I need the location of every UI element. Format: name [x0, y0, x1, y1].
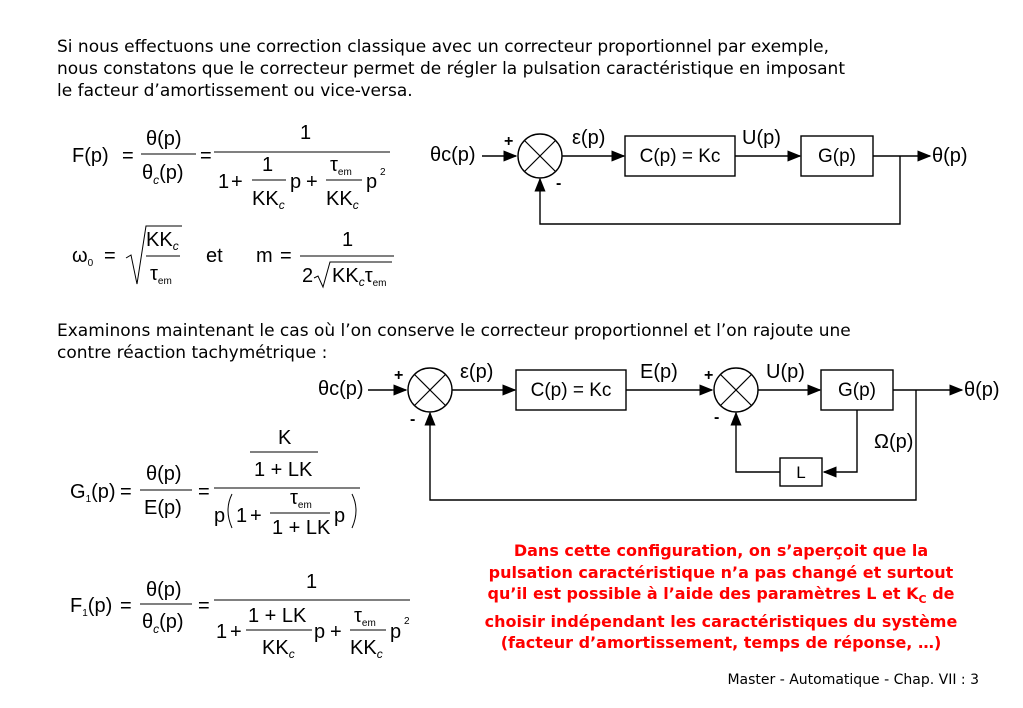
d2-omega-label: Ω(p) [874, 431, 914, 453]
middle-line-2: contre réaction tachymétrique : [57, 343, 328, 363]
conclusion-line-2: pulsation caractéristique n’a pas changé et surtout [488, 562, 954, 582]
svg-text:KKc: $KK_c$ [252, 188, 285, 212]
eq-theta-num: θ(p) [146, 128, 182, 150]
svg-text:KKc: $KK_c$ [350, 637, 383, 661]
intro-line-1: Si nous effectuons une correction classique avec un correcteur proportionnel par exemple, [57, 37, 829, 57]
conclusion-line-1: Dans cette configuration, on s’aperçoit que la [513, 541, 929, 560]
svg-text:-: - [410, 411, 416, 428]
svg-text:m: m [256, 245, 273, 267]
middle-line-1: Examinons maintenant le cas où l’on conserve le correcteur proportionnel et l’on rajoute une [57, 321, 851, 341]
svg-text:2: 2 [404, 616, 410, 627]
svg-text:2: 2 [302, 265, 314, 287]
svg-text:=: = [280, 245, 292, 267]
svg-text:=: = [120, 595, 132, 617]
svg-text:p: p [366, 171, 378, 193]
d2-controller-label: C(p) = Kc [530, 380, 612, 401]
svg-text:=: = [104, 245, 116, 267]
svg-text:+: + [231, 171, 243, 193]
svg-text:=: = [200, 145, 212, 167]
svg-text:θ(p): θ(p) [146, 579, 182, 601]
svg-text:=: = [122, 145, 134, 167]
svg-text:p: p [214, 505, 226, 527]
svg-text:1: 1 [218, 171, 230, 193]
d1-controller-label: C(p) = Kc [639, 146, 721, 167]
svg-text:-: - [556, 175, 562, 192]
svg-text:θ(p): θ(p) [146, 463, 182, 485]
footer-text: Master - Automatique - Chap. VII : 3 [727, 672, 979, 688]
svg-text:p: p [290, 171, 302, 193]
d2-input-label: θc(p) [318, 378, 364, 400]
conclusion-line-3: qu’il est possible à l’aide des paramètres L et $K_C$ de [487, 584, 955, 607]
svg-text:+: + [704, 367, 714, 384]
svg-text:p: p [390, 621, 402, 643]
eq-F-label: F(p) [72, 145, 109, 167]
svg-text:ω0: $\omega_0$ [72, 245, 94, 269]
svg-text:1: 1 [342, 229, 354, 251]
svg-text:p: p [334, 505, 346, 527]
svg-text:2: 2 [380, 167, 386, 178]
d2-u-label: U(p) [766, 361, 805, 383]
svg-text:KKc: $KK_c$ [262, 637, 295, 661]
svg-text:et: et [206, 245, 223, 267]
svg-text:+: + [394, 367, 404, 384]
d2-output-label: θ(p) [964, 379, 1000, 401]
svg-text:1: 1 [306, 571, 318, 593]
svg-text:τem: $\tau_{em}$ [150, 263, 172, 287]
svg-text:G1(p): $G_1(p)$ [70, 481, 116, 505]
svg-text:+: + [504, 133, 514, 150]
block-diagram-1 [420, 112, 1000, 234]
d1-error-label: ε(p) [572, 127, 606, 149]
d1-u-label: U(p) [742, 127, 781, 149]
conclusion-line-4: choisir indépendant les caractéristiques du système [484, 611, 958, 631]
svg-text:=: = [198, 595, 210, 617]
svg-text:1: 1 [216, 621, 228, 643]
svg-text:1 + LK: 1 + LK [272, 517, 331, 539]
svg-text:K: K [278, 427, 292, 449]
svg-text:τem: $\tau_{em}$ [330, 154, 352, 178]
svg-text:1: 1 [300, 122, 312, 144]
svg-text:1: 1 [262, 154, 274, 176]
svg-text:=: = [198, 481, 210, 503]
equation-block-2 [0, 410, 440, 670]
svg-text:KKc: $KK_c$ [326, 188, 359, 212]
svg-text:1 + LK: 1 + LK [248, 605, 307, 627]
svg-text:+: + [306, 171, 318, 193]
svg-text:+: + [250, 505, 262, 527]
d2-e-label: E(p) [640, 361, 678, 383]
d2-feedback-label: L [796, 463, 806, 482]
intro-line-3: le facteur d’amortissement ou vice-versa. [57, 81, 413, 101]
svg-text:1 + LK: 1 + LK [254, 459, 313, 481]
svg-text:θc(p): $\theta_c(p)$ [142, 611, 184, 636]
svg-text:τem: $\tau_{em}$ [354, 605, 376, 629]
svg-text:E(p): E(p) [144, 497, 182, 519]
svg-text:+: + [330, 621, 342, 643]
d2-error-label: ε(p) [460, 361, 494, 383]
d1-input-label: θc(p) [430, 144, 476, 166]
svg-text:F1(p): $F_1(p)$ [70, 595, 113, 619]
svg-text:θc(p): $\theta_c(p)$ [142, 162, 184, 187]
svg-text:+: + [230, 621, 242, 643]
svg-text:1: 1 [236, 505, 248, 527]
conclusion-paragraph [448, 540, 994, 654]
svg-text:τem: $\tau_{em}$ [290, 487, 312, 511]
svg-text:=: = [120, 481, 132, 503]
svg-text:KKc: $KK_c$ [146, 229, 179, 253]
svg-text:p: p [314, 621, 326, 643]
svg-text:KKcτem: $KK_c\tau_{em}$ [332, 265, 387, 289]
d1-plant-label: G(p) [818, 146, 856, 167]
d1-output-label: θ(p) [932, 145, 968, 167]
d2-plant-label: G(p) [838, 380, 876, 401]
svg-text:-: - [714, 409, 720, 426]
conclusion-line-5: (facteur d’amortissement, temps de réponse, …) [500, 633, 942, 653]
equation-block-1 [0, 0, 420, 300]
intro-line-2: nous constatons que le correcteur permet de régler la pulsation caractéristique en imposant [57, 59, 845, 79]
